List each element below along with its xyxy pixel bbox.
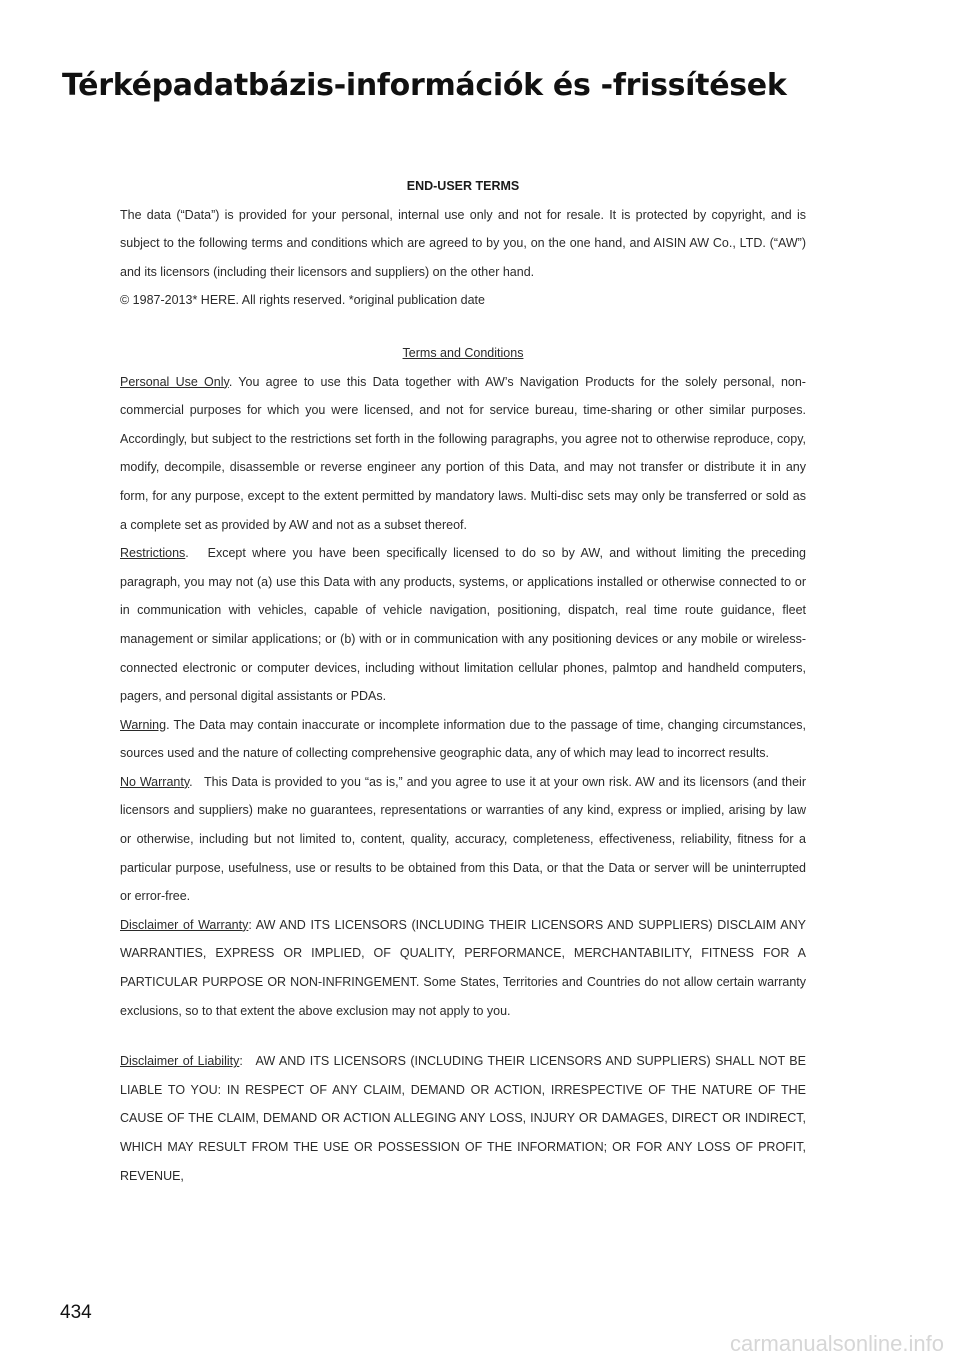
section-disclaimer-warranty: [120, 911, 806, 1025]
section-separator: .: [189, 774, 205, 789]
copyright-notice: © 1987-2013* HERE. All rights reserved. *original publication date: [120, 293, 485, 308]
page-title: Térképadatbázis-információk és -frissítések: [62, 68, 787, 103]
section-separator: .: [166, 717, 174, 732]
section-heading: Disclaimer of Liability: [120, 1054, 240, 1069]
section-heading: No Warranty: [120, 774, 190, 789]
section-no-warranty: [120, 768, 806, 911]
section-text: Except where you have been specifically licensed to do so by AW, and without limiting the preceding paragraph, you may not (a) use this Data with any products, systems, or applications installed or otherwise connected to or in communication with vehicles, capable of vehicle navigation, positioning, dispatch, real time route guidance, fleet management or similar applications; or (b) with or in communication with any positioning devices or any mobile or wireless-connected electronic or computer devices, including without limitation cellular phones, palmtop and handheld computers, pagers, and personal digital assistants or PDAs.: [120, 546, 806, 704]
section-text: You agree to use this Data together with AW’s Navigation Products for the solely personal, non-commercial purposes for which you were licensed, and not for service bureau, time-sharing or other similar purposes. Accordingly, but subject to the restrictions set forth in the following paragraphs, you agree not to otherwise reproduce, copy, modify, decompile, disassemble or reverse engineer any portion of this Data, and may not transfer or distribute it in any form, for any purpose, except to the extent permitted by mandatory laws. Multi-disc sets may only be transferred or sold as a complete set as provided by AW and not as a subset thereof.: [120, 374, 806, 532]
section-text: AW AND ITS LICENSORS (INCLUDING THEIR LICENSORS AND SUPPLIERS) SHALL NOT BE LIABLE TO YOU: IN RESPECT OF ANY CLAIM, DEMAND OR ACTION, IRRESPECTIVE OF THE NATURE OF THE CAUSE OF THE CLAIM, DEMAND OR ACTION ALLEGING ANY LOSS, INJURY OR DAMAGES, DIRECT OR INDIRECT, WHICH MAY RESULT FROM THE USE OR POSSESSION OF THE INFORMATION; OR FOR ANY LOSS OF PROFIT, REVENUE,: [120, 1054, 806, 1183]
section-text: AW AND ITS LICENSORS (INCLUDING THEIR LICENSORS AND SUPPLIERS) DISCLAIM ANY WARRANTIES, EXPRESS OR IMPLIED, OF QUALITY, PERFORMANCE, MERCHANTABILITY, FITNESS FOR A PARTICULAR PURPOSE OR NON-INFRINGEMENT. Some States, Territories and Countries do not allow certain warranty exclusions, so to that extent the above exclusion may not apply to you.: [120, 917, 806, 1018]
section-separator: .: [185, 546, 208, 561]
document-body: [120, 172, 806, 1190]
end-user-terms-heading: END-USER TERMS: [406, 179, 520, 193]
section-text: The Data may contain inaccurate or incomplete information due to the passage of time, changing circumstances, sources used and the nature of collecting comprehensive geographic data, any of which may lead to incorrect results.: [120, 717, 806, 761]
section-restrictions: [120, 539, 806, 711]
intro-paragraph: The data (“Data”) is provided for your personal, internal use only and not for resale. It is protected by copyright, and is subject to the following terms and conditions which are agreed to by you, on the one hand, and AISIN AW Co., LTD. (“AW”) and its licensors (including their licensors and suppliers) on the other hand.: [120, 207, 806, 279]
section-warning: [120, 711, 806, 768]
watermark: carmanualsonline.info: [729, 1331, 944, 1356]
section-text: This Data is provided to you “as is,” and you agree to use it at your own risk. AW and its licensors (and their licensors and suppliers) make no guarantees, representations or warranties of any kind, express or implied, arising by law or otherwise, including but not limited to, content, quality, accuracy, completeness, effectiveness, reliability, fitness for a particular purpose, usefulness, use or results to be obtained from this Data, or that the Data or server will be uninterrupted or error-free.: [120, 774, 807, 904]
page-number: 434: [60, 1302, 92, 1323]
terms-and-conditions-heading: Terms and Conditions: [402, 345, 524, 360]
section-disclaimer-liability: [120, 1047, 806, 1190]
section-heading: Restrictions: [120, 546, 186, 561]
section-personal-use: [120, 368, 806, 540]
section-heading: Personal Use Only: [120, 374, 229, 389]
section-heading: Warning: [120, 717, 167, 732]
section-separator: :: [248, 917, 256, 932]
section-heading: Disclaimer of Warranty: [120, 917, 249, 932]
section-separator: .: [228, 374, 239, 389]
section-separator: :: [239, 1054, 256, 1069]
